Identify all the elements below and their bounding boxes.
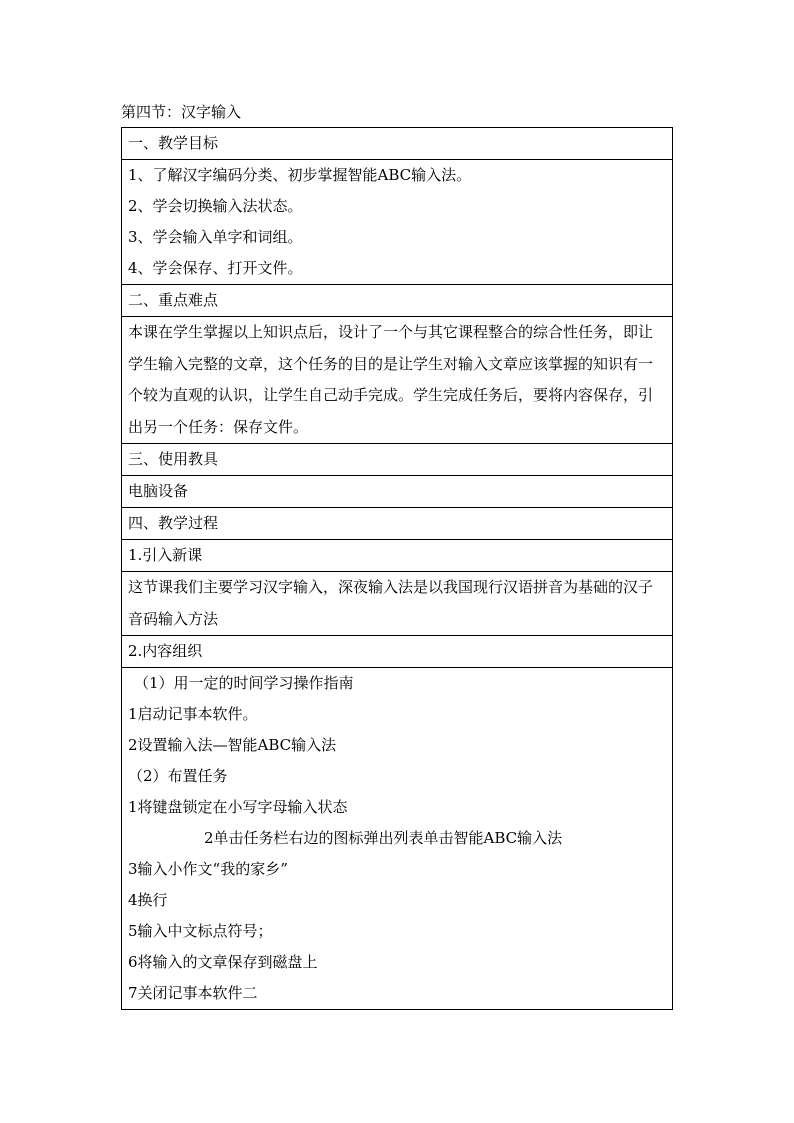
table-row — [122, 160, 673, 285]
list-item: 4、学会保存、打开文件。 — [128, 259, 303, 277]
intro-heading: 1.引入新课 — [128, 546, 203, 564]
key-points-text: 本课在学生掌握以上知识点后，设计了一个与其它课程整合的综合性任务，即让学生输入完整的文章，这个任务的目的是让学生对输入文章应该掌握的知识有一个较为直观的认识，让学生自己动手完成。学生完成任务后，要将内容保存，引出另一个任务：保存文件。 — [128, 323, 654, 436]
goals-heading-cell — [122, 128, 673, 160]
page-title: 第四节：汉字输入 — [121, 103, 242, 121]
table-row — [122, 636, 673, 668]
list-item: 1启动记事本软件。 — [128, 705, 258, 723]
list-item: （2）布置任务 — [128, 767, 228, 785]
table-row — [122, 476, 673, 508]
list-item: 1将键盘锁定在小写字母输入状态 — [128, 798, 348, 816]
table-row — [122, 444, 673, 476]
list-item: 3输入小作文“我的家乡” — [128, 860, 288, 878]
content-list-cell — [122, 668, 673, 1010]
key-points-text-cell — [122, 317, 673, 444]
intro-heading-cell — [122, 540, 673, 572]
list-item: 2设置输入法—智能ABC输入法 — [128, 736, 337, 754]
tools-heading: 三、使用教具 — [128, 450, 219, 468]
intro-text: 这节课我们主要学习汉字输入，深夜输入法是以我国现行汉语拼音为基础的汉子音码输入方法 — [128, 578, 654, 628]
table-row — [122, 668, 673, 1010]
table-row — [122, 572, 673, 636]
tools-text: 电脑设备 — [128, 482, 189, 500]
table-row — [122, 128, 673, 160]
tools-text-cell — [122, 476, 673, 508]
list-item: 4换行 — [128, 891, 168, 909]
table-row — [122, 508, 673, 540]
key-points-heading: 二、重点难点 — [128, 291, 219, 309]
list-item: 2单击任务栏右边的图标弹出列表单击智能ABC输入法 — [204, 829, 563, 847]
list-item: 7关闭记事本软件二 — [128, 984, 258, 1002]
intro-text-cell — [122, 572, 673, 636]
list-item: 5输入中文标点符号； — [128, 922, 273, 940]
table-row — [122, 317, 673, 444]
goals-heading: 一、教学目标 — [128, 134, 219, 152]
table-row — [122, 540, 673, 572]
process-heading-cell — [122, 508, 673, 540]
process-heading: 四、教学过程 — [128, 514, 219, 532]
key-points-heading-cell — [122, 285, 673, 317]
tools-heading-cell — [122, 444, 673, 476]
list-item: 2、学会切换输入法状态。 — [128, 197, 303, 215]
lesson-plan-table — [121, 127, 673, 1010]
table-row — [122, 285, 673, 317]
goals-list-cell — [122, 160, 673, 285]
list-item: 6将输入的文章保存到磁盘上 — [128, 953, 318, 971]
list-item: 3、学会输入单字和词组。 — [128, 228, 303, 246]
list-item: （1）用一定的时间学习操作指南 — [134, 674, 354, 692]
content-heading: 2.内容组织 — [128, 642, 203, 660]
list-item: 1、了解汉字编码分类、初步掌握智能ABC输入法。 — [128, 166, 472, 184]
content-heading-cell — [122, 636, 673, 668]
